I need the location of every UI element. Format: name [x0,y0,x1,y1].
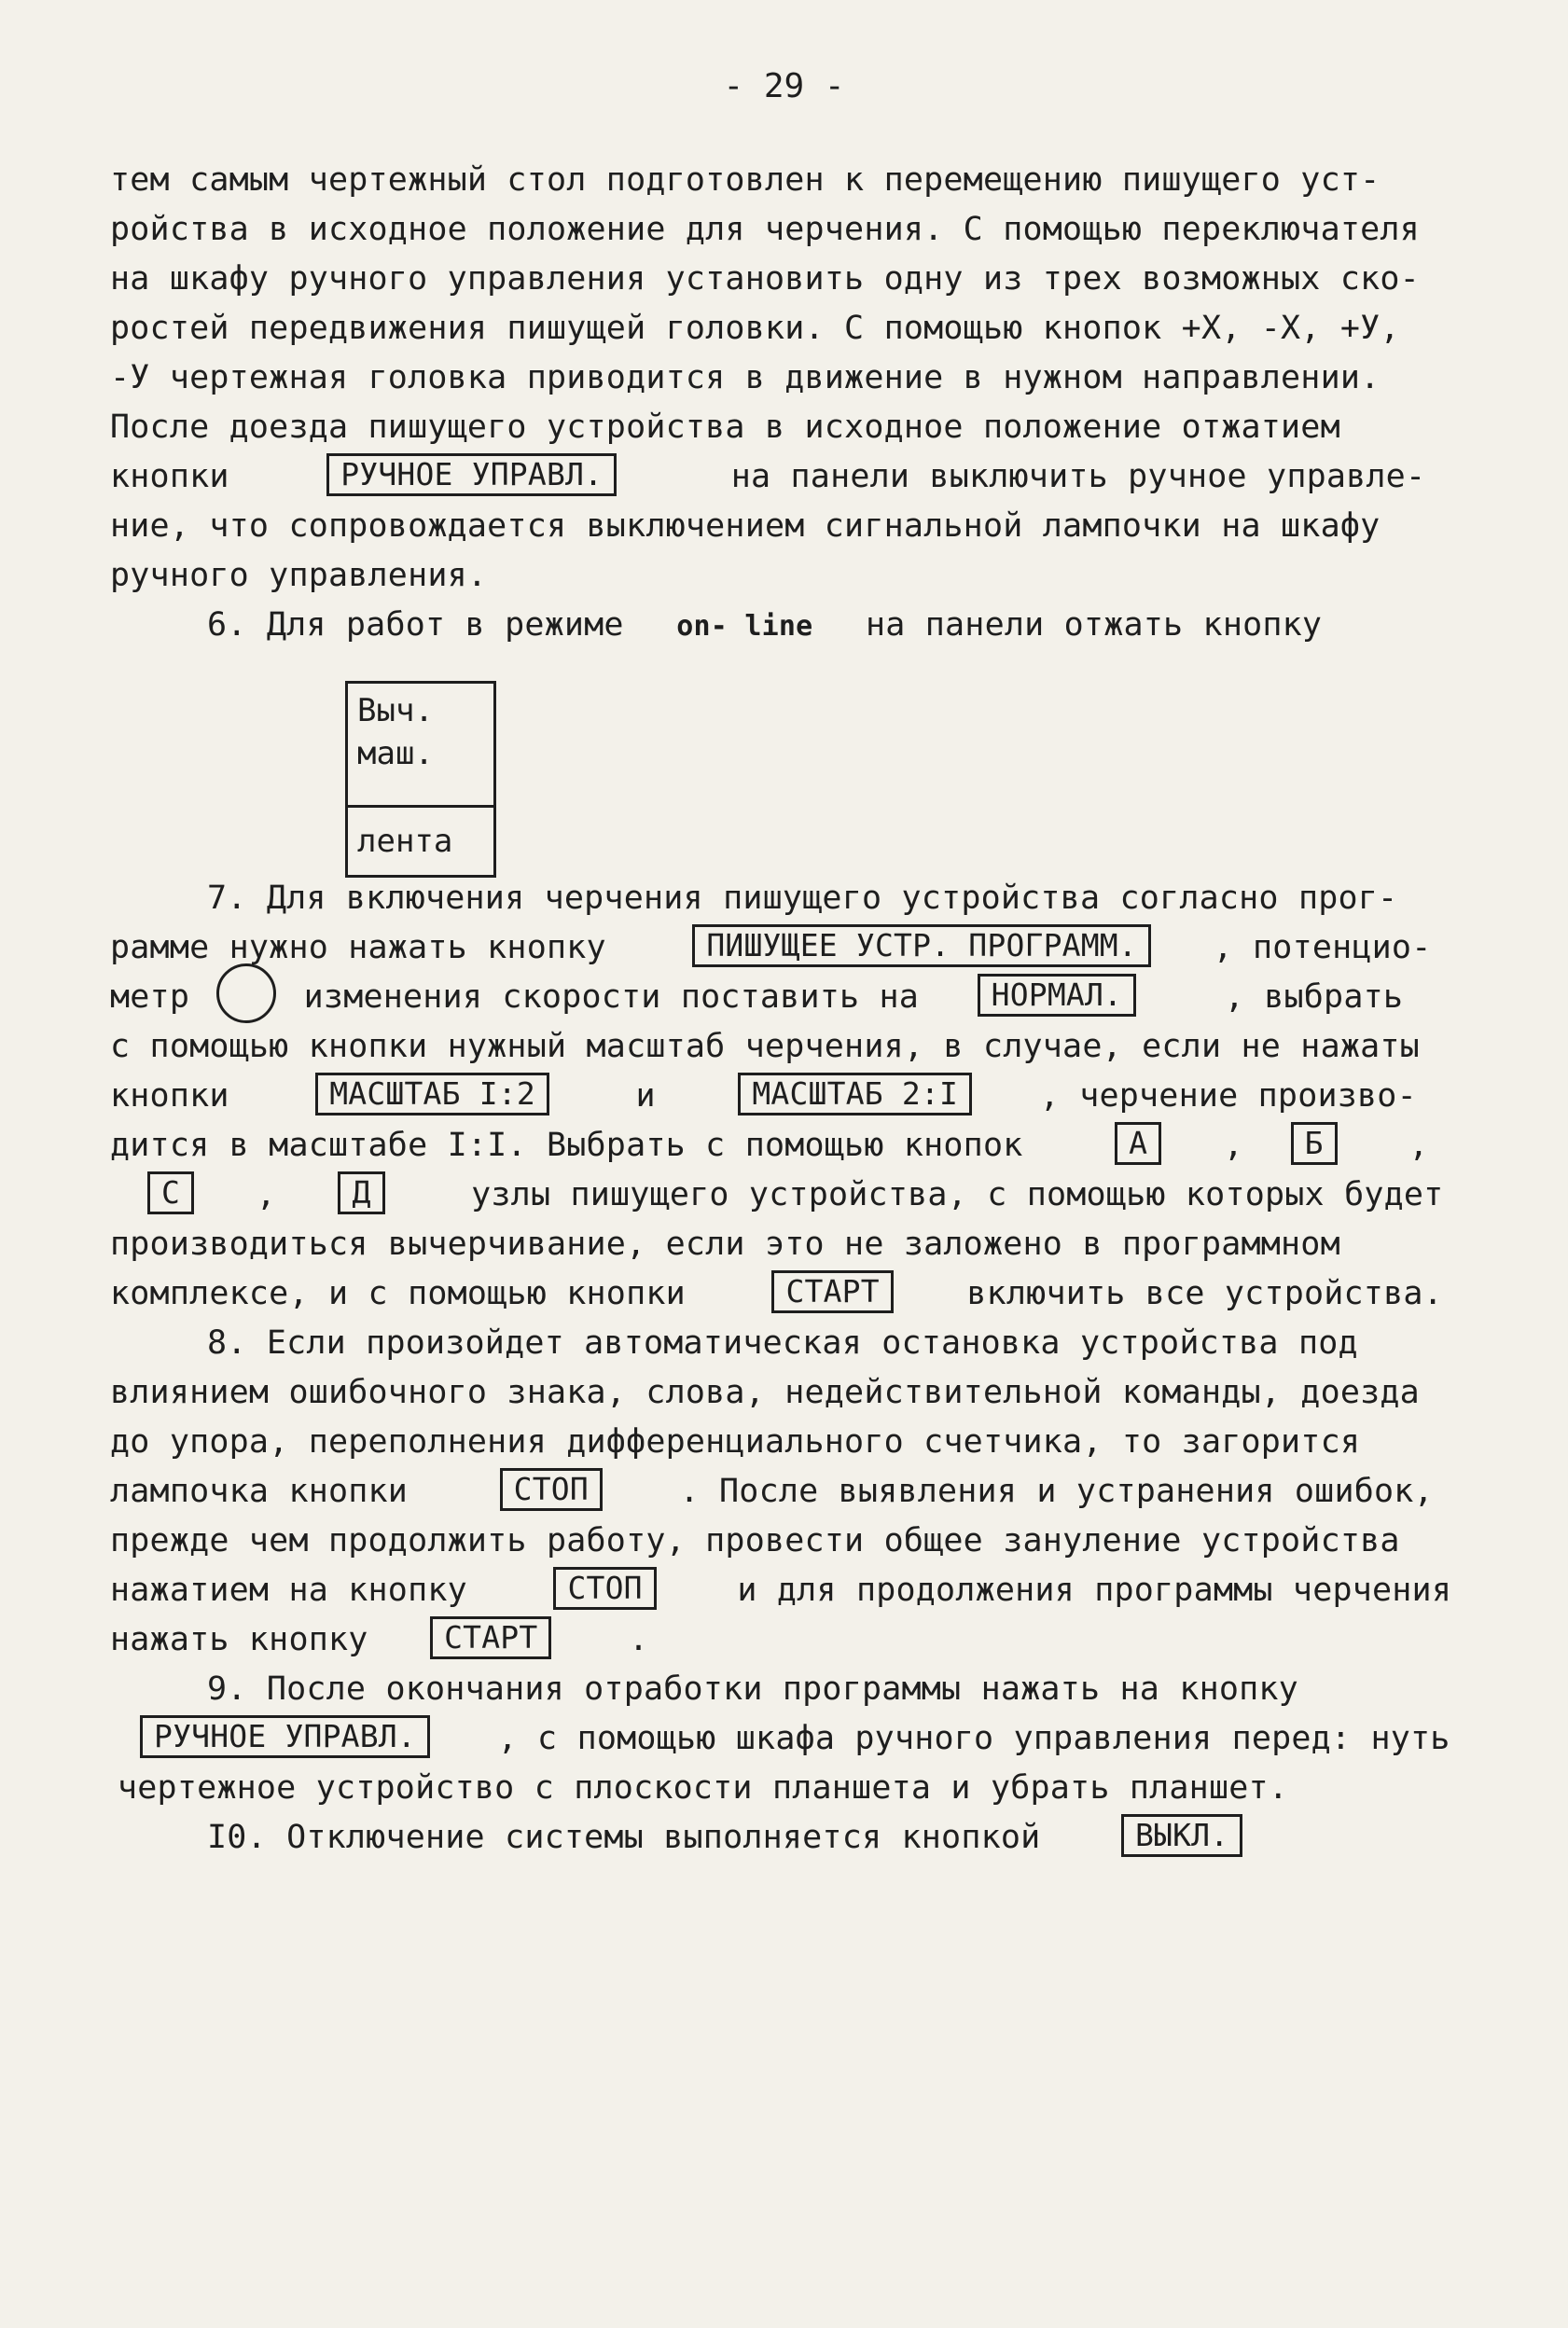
text-fragment: кнопки [110,458,229,495]
unit-a-button-label: А [1115,1122,1161,1165]
text-line: тем самым чертежный стол подготовлен к перемещению пишущего уст- [110,161,1381,199]
text-line: производиться вычерчивание, если это не заложено в программном [110,1226,1340,1263]
text-line: ручного управления. [110,557,488,594]
page-number: - 29 - [723,67,845,105]
text-line: до упора, переполнения дифференциального счетчика, то загорится [110,1423,1361,1461]
text-fragment: , [1223,1127,1243,1164]
text-fragment: и для продолжения программы черчения [737,1572,1452,1609]
text-line: с помощью кнопки нужный масштаб черчения, в случае, если не нажаты [110,1028,1420,1065]
text-fragment: рамме нужно нажать кнопку [110,929,606,966]
text-line [110,451,1472,502]
text-fragment: , потенцио- [1213,929,1432,966]
switch-label: Выч. [357,692,434,729]
text-fragment: изменения скорости поставить на [303,978,920,1016]
mode-switch-diagram [345,681,496,878]
text-line: влиянием ошибочного знака, слова, недействительной команды, доезда [110,1374,1420,1411]
text-fragment: , черчение произво- [1039,1077,1417,1115]
text-fragment: на панели отжать кнопку [865,606,1323,644]
text-fragment: на панели выключить ручное управле- [730,458,1426,495]
text-fragment: , [1408,1127,1429,1164]
pen-device-program-button-label: ПИШУЩЕЕ УСТР. ПРОГРАММ. [692,924,1151,967]
unit-d-button-label: Д [338,1171,384,1214]
unit-b-button-label: Б [1291,1122,1338,1165]
text-fragment: включить все устройства. [966,1275,1443,1312]
stop-button-label: СТОП [553,1567,656,1610]
off-button-label: ВЫКЛ. [1121,1814,1242,1857]
text-line: 7. Для включения черчения пишущего устройства согласно прог- [207,880,1398,917]
text-line [207,600,1568,650]
text-line: 9. После окончания отработки программы нажать на кнопку [207,1670,1298,1708]
text-line [110,1466,1472,1517]
potentiometer-knob-icon [216,963,276,1023]
text-line: ростей передвижения пишущей головки. С помощью кнопок +Х, -Х, +У, [110,310,1400,347]
text-fragment: 6. Для работ в режиме [207,606,624,644]
text-fragment: . После выявления и устранения ошибок, [679,1473,1434,1510]
text-line [110,1268,1472,1319]
text-fragment: кнопки [110,1077,229,1115]
switch-bottom-cell: лента [357,823,453,860]
text-line [110,1614,1472,1665]
text-fragment: узлы пишущего устройства, с помощью которых будет [471,1176,1444,1213]
text-fragment: I0. Отключение системы выполняется кнопкой [207,1819,1041,1856]
unit-c-button-label: С [147,1171,194,1214]
scale-1-2-button-label: МАСШТАБ I:2 [315,1073,549,1116]
text-line [110,922,1472,973]
text-fragment: нажать кнопку [110,1621,368,1658]
text-fragment: метр [110,978,190,1016]
text-line: После доезда пишущего устройства в исходное положение отжатием [110,409,1340,446]
mode-label: on- line [676,610,813,643]
scale-2-1-button-label: МАСШТАБ 2:I [738,1073,972,1116]
text-line: ройства в исходное положение для черчения. С помощью переключателя [110,211,1420,248]
text-line [110,1120,1472,1171]
text-fragment: дится в масштабе I:I. Выбрать с помощью кнопок [110,1127,1023,1164]
text-line: 8. Если произойдет автоматическая остановка устройства под [207,1324,1358,1362]
text-fragment: . [629,1621,649,1658]
text-line: чертежное устройство с плоскости планшета и убрать планшет. [118,1769,1289,1807]
text-fragment: и [635,1077,656,1115]
text-line [207,1812,1568,1863]
text-line: прежде чем продолжить работу, провести общее зануление устройства [110,1522,1400,1559]
start-button-label: СТАРТ [771,1270,893,1313]
text-line: на шкафу ручного управления установить одну из трех возможных ско- [110,260,1420,298]
text-fragment: лампочка кнопки [110,1473,409,1510]
switch-label: маш. [357,735,434,772]
start-button-label: СТАРТ [430,1616,551,1659]
text-line [140,1713,1502,1764]
text-line: -У чертежная головка приводится в движение в нужном направлении. [110,359,1381,396]
manual-control-button-label: РУЧНОЕ УПРАВЛ. [140,1715,430,1758]
text-line: ние, что сопровождается выключением сигнальной лампочки на шкафу [110,507,1381,545]
normal-button-label: НОРМАЛ. [978,974,1136,1017]
text-fragment: , выбрать [1224,978,1404,1016]
switch-top-cell [348,684,493,808]
text-fragment: , [256,1176,276,1213]
text-line [147,1170,1509,1220]
manual-control-button-label: РУЧНОЕ УПРАВЛ. [326,453,617,496]
text-line [110,972,1472,1022]
text-line [110,1071,1472,1121]
text-fragment: комплексе, и с помощью кнопки [110,1275,686,1312]
text-fragment: нажатием на кнопку [110,1572,467,1609]
stop-button-label: СТОП [500,1468,603,1511]
text-fragment: , с помощью шкафа ручного управления перед: нуть [497,1720,1450,1757]
text-line [110,1565,1472,1615]
